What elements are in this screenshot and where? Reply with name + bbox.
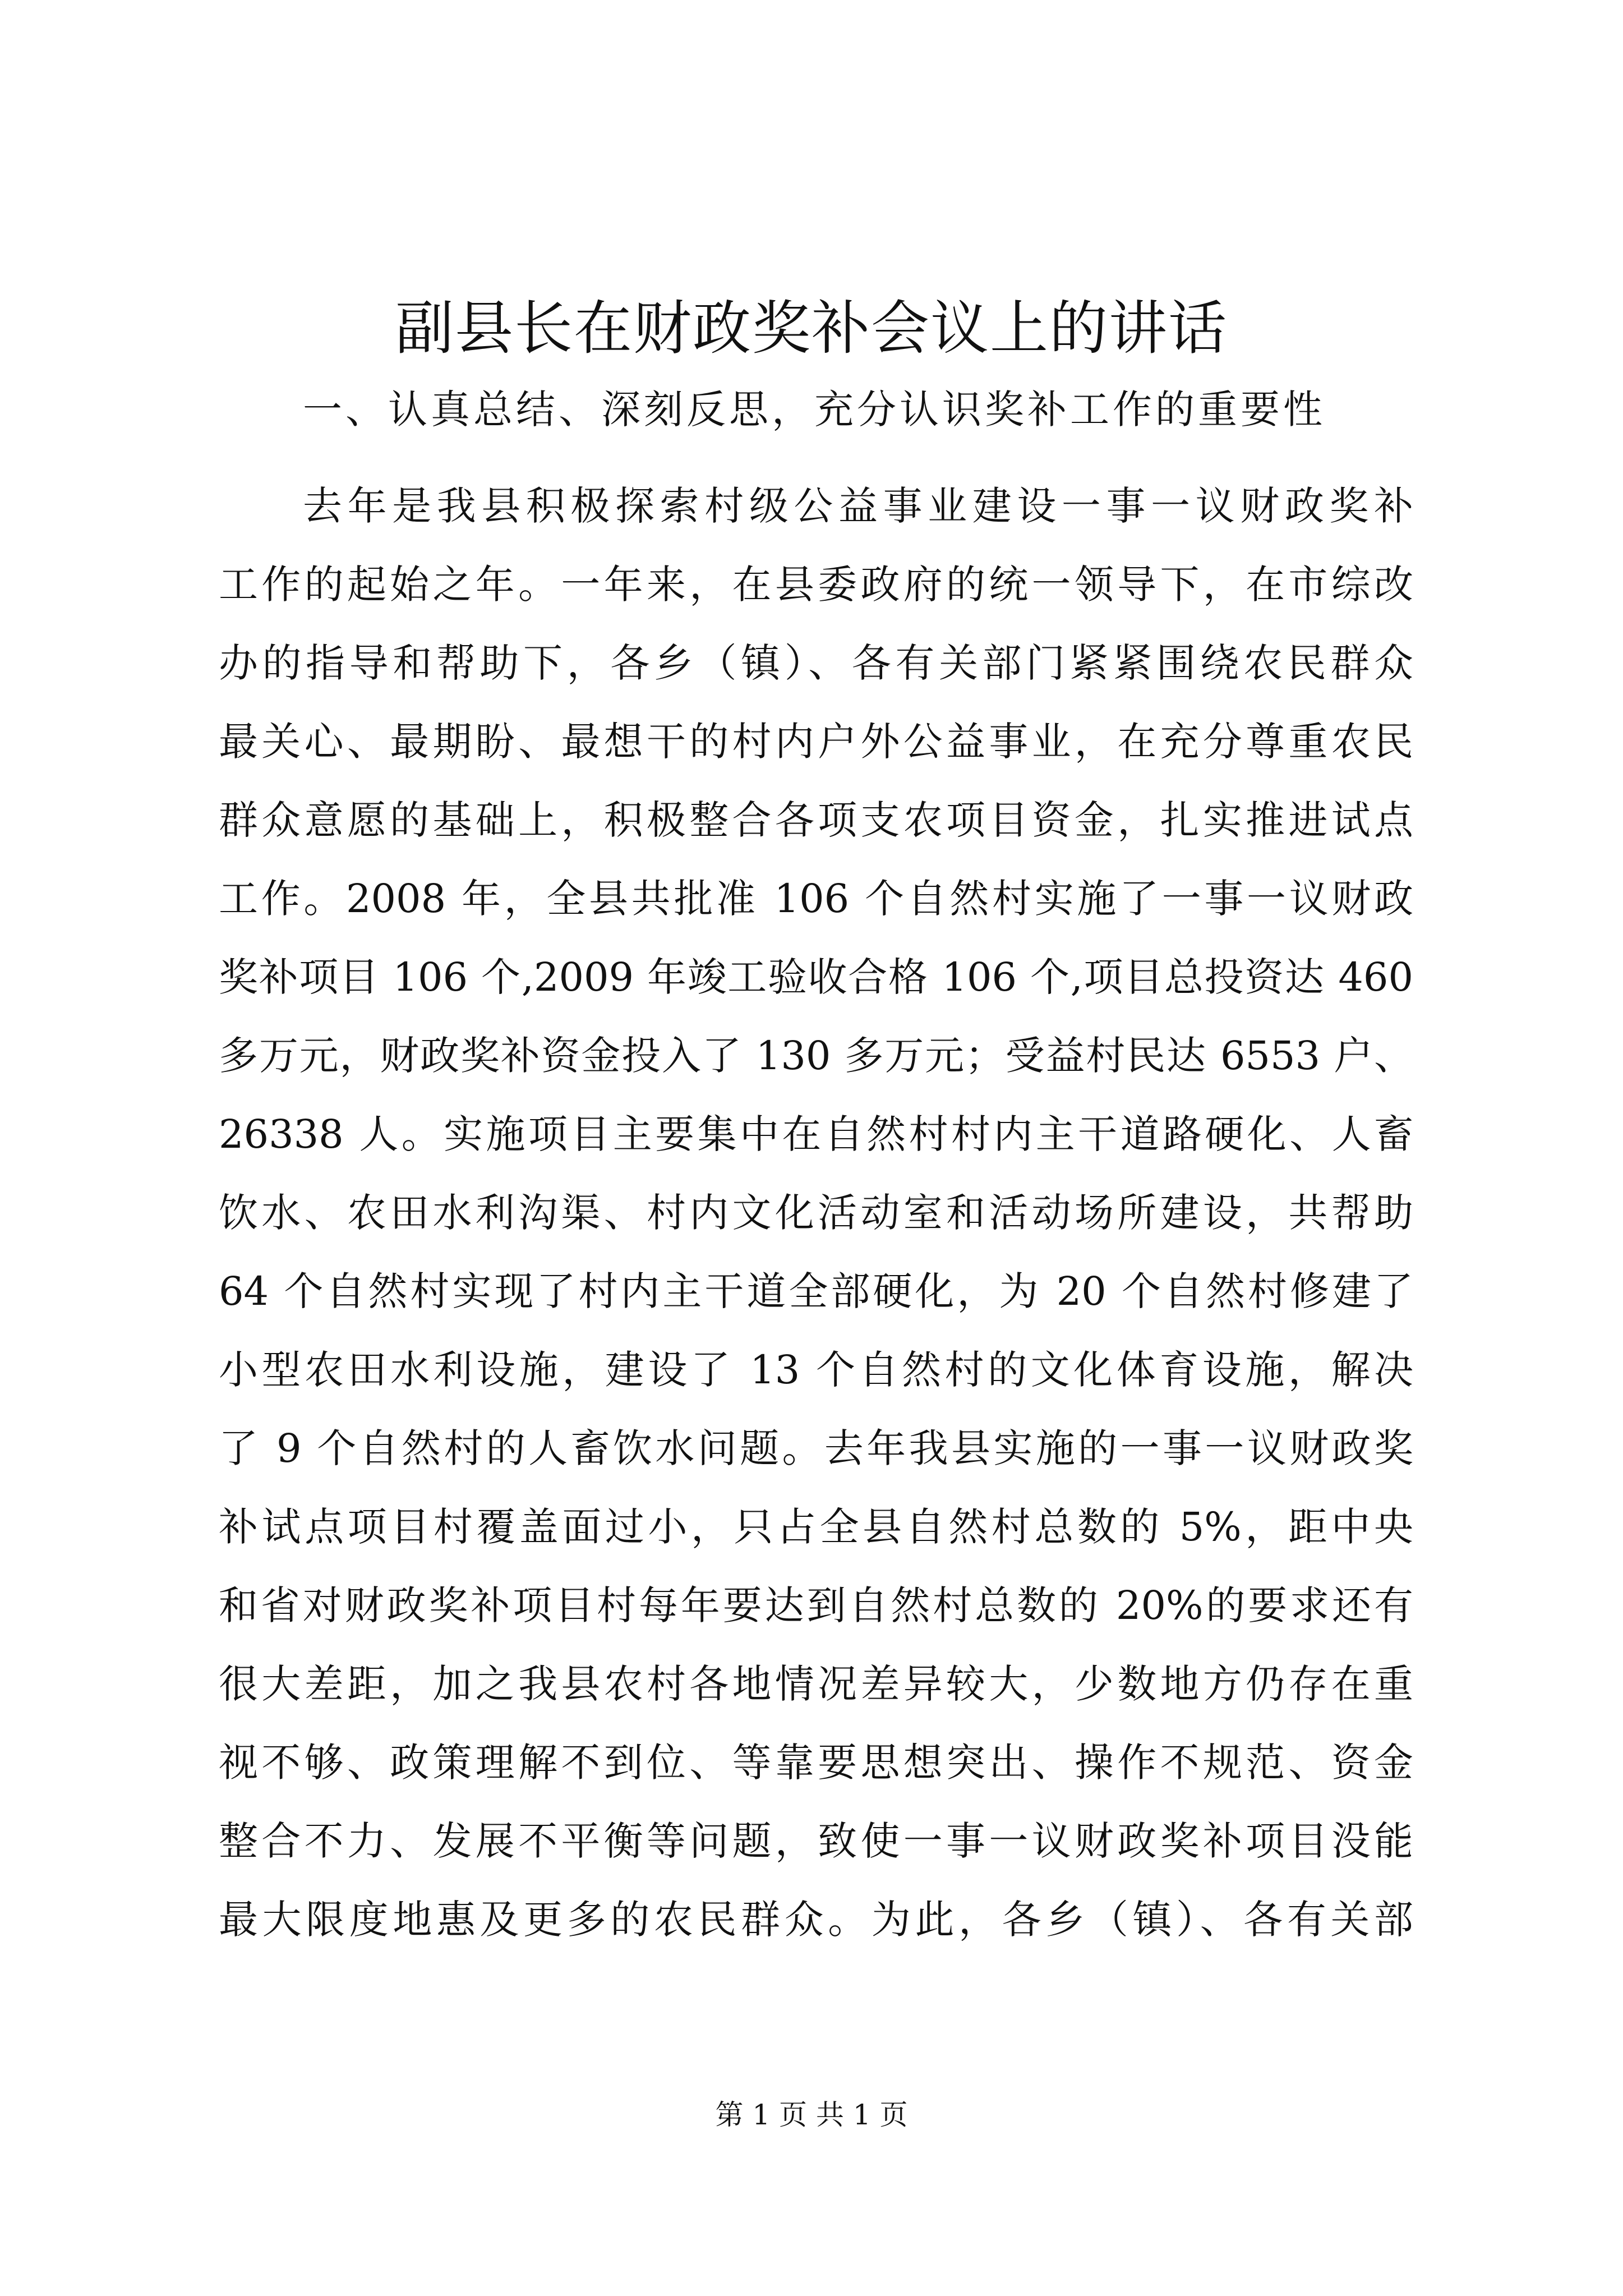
body-line: 工作的起始之年。一年来，在县委政府的统一领导下，在市综改	[219, 562, 1413, 608]
page-footer: 第 1 页 共 1 页	[715, 2099, 908, 2131]
body-line: 补试点项目村覆盖面过小，只占全县自然村总数的 5%，距中央	[219, 1504, 1413, 1550]
body-line: 群众意愿的基础上，积极整合各项支农项目资金，扎实推进试点	[219, 797, 1413, 843]
body-line: 小型农田水利设施，建设了 13 个自然村的文化体育设施，解决	[219, 1347, 1413, 1393]
document-title: 副县长在财政奖补会议上的讲话	[395, 294, 1228, 362]
body-line: 工作。2008 年，全县共批准 106 个自然村实施了一事一议财政	[219, 876, 1413, 922]
body-line: 最大限度地惠及更多的农民群众。为此，各乡（镇）、各有关部	[219, 1897, 1413, 1943]
body-line: 多万元，财政奖补资金投入了 130 多万元；受益村民达 6553 户、	[219, 1033, 1413, 1079]
body-text	[219, 467, 1413, 1959]
section-heading: 一、认真总结、深刻反思，充分认识奖补工作的重要性	[303, 386, 1326, 432]
body-line: 最关心、最期盼、最想干的村内户外公益事业，在充分尊重农民	[219, 719, 1413, 765]
body-line: 很大差距，加之我县农村各地情况差异较大，少数地方仍存在重	[219, 1661, 1413, 1707]
body-line: 奖补项目 106 个,2009 年竣工验收合格 106 个,项目总投资达 460	[219, 954, 1413, 1000]
body-line: 和省对财政奖补项目村每年要达到自然村总数的 20%的要求还有	[219, 1582, 1413, 1628]
body-line: 视不够、政策理解不到位、等靠要思想突出、操作不规范、资金	[219, 1740, 1413, 1786]
body-line: 64 个自然村实现了村内主干道全部硬化，为 20 个自然村修建了	[219, 1268, 1413, 1314]
body-line: 26338 人。实施项目主要集中在自然村村内主干道路硬化、人畜	[219, 1111, 1413, 1157]
body-line: 去年是我县积极探索村级公益事业建设一事一议财政奖补	[303, 483, 1413, 529]
body-line: 饮水、农田水利沟渠、村内文化活动室和活动场所建设，共帮助	[219, 1190, 1413, 1236]
body-line: 整合不力、发展不平衡等问题，致使一事一议财政奖补项目没能	[219, 1818, 1413, 1864]
body-line: 了 9 个自然村的人畜饮水问题。去年我县实施的一事一议财政奖	[219, 1425, 1413, 1471]
body-line: 办的指导和帮助下，各乡（镇）、各有关部门紧紧围绕农民群众	[219, 640, 1413, 686]
